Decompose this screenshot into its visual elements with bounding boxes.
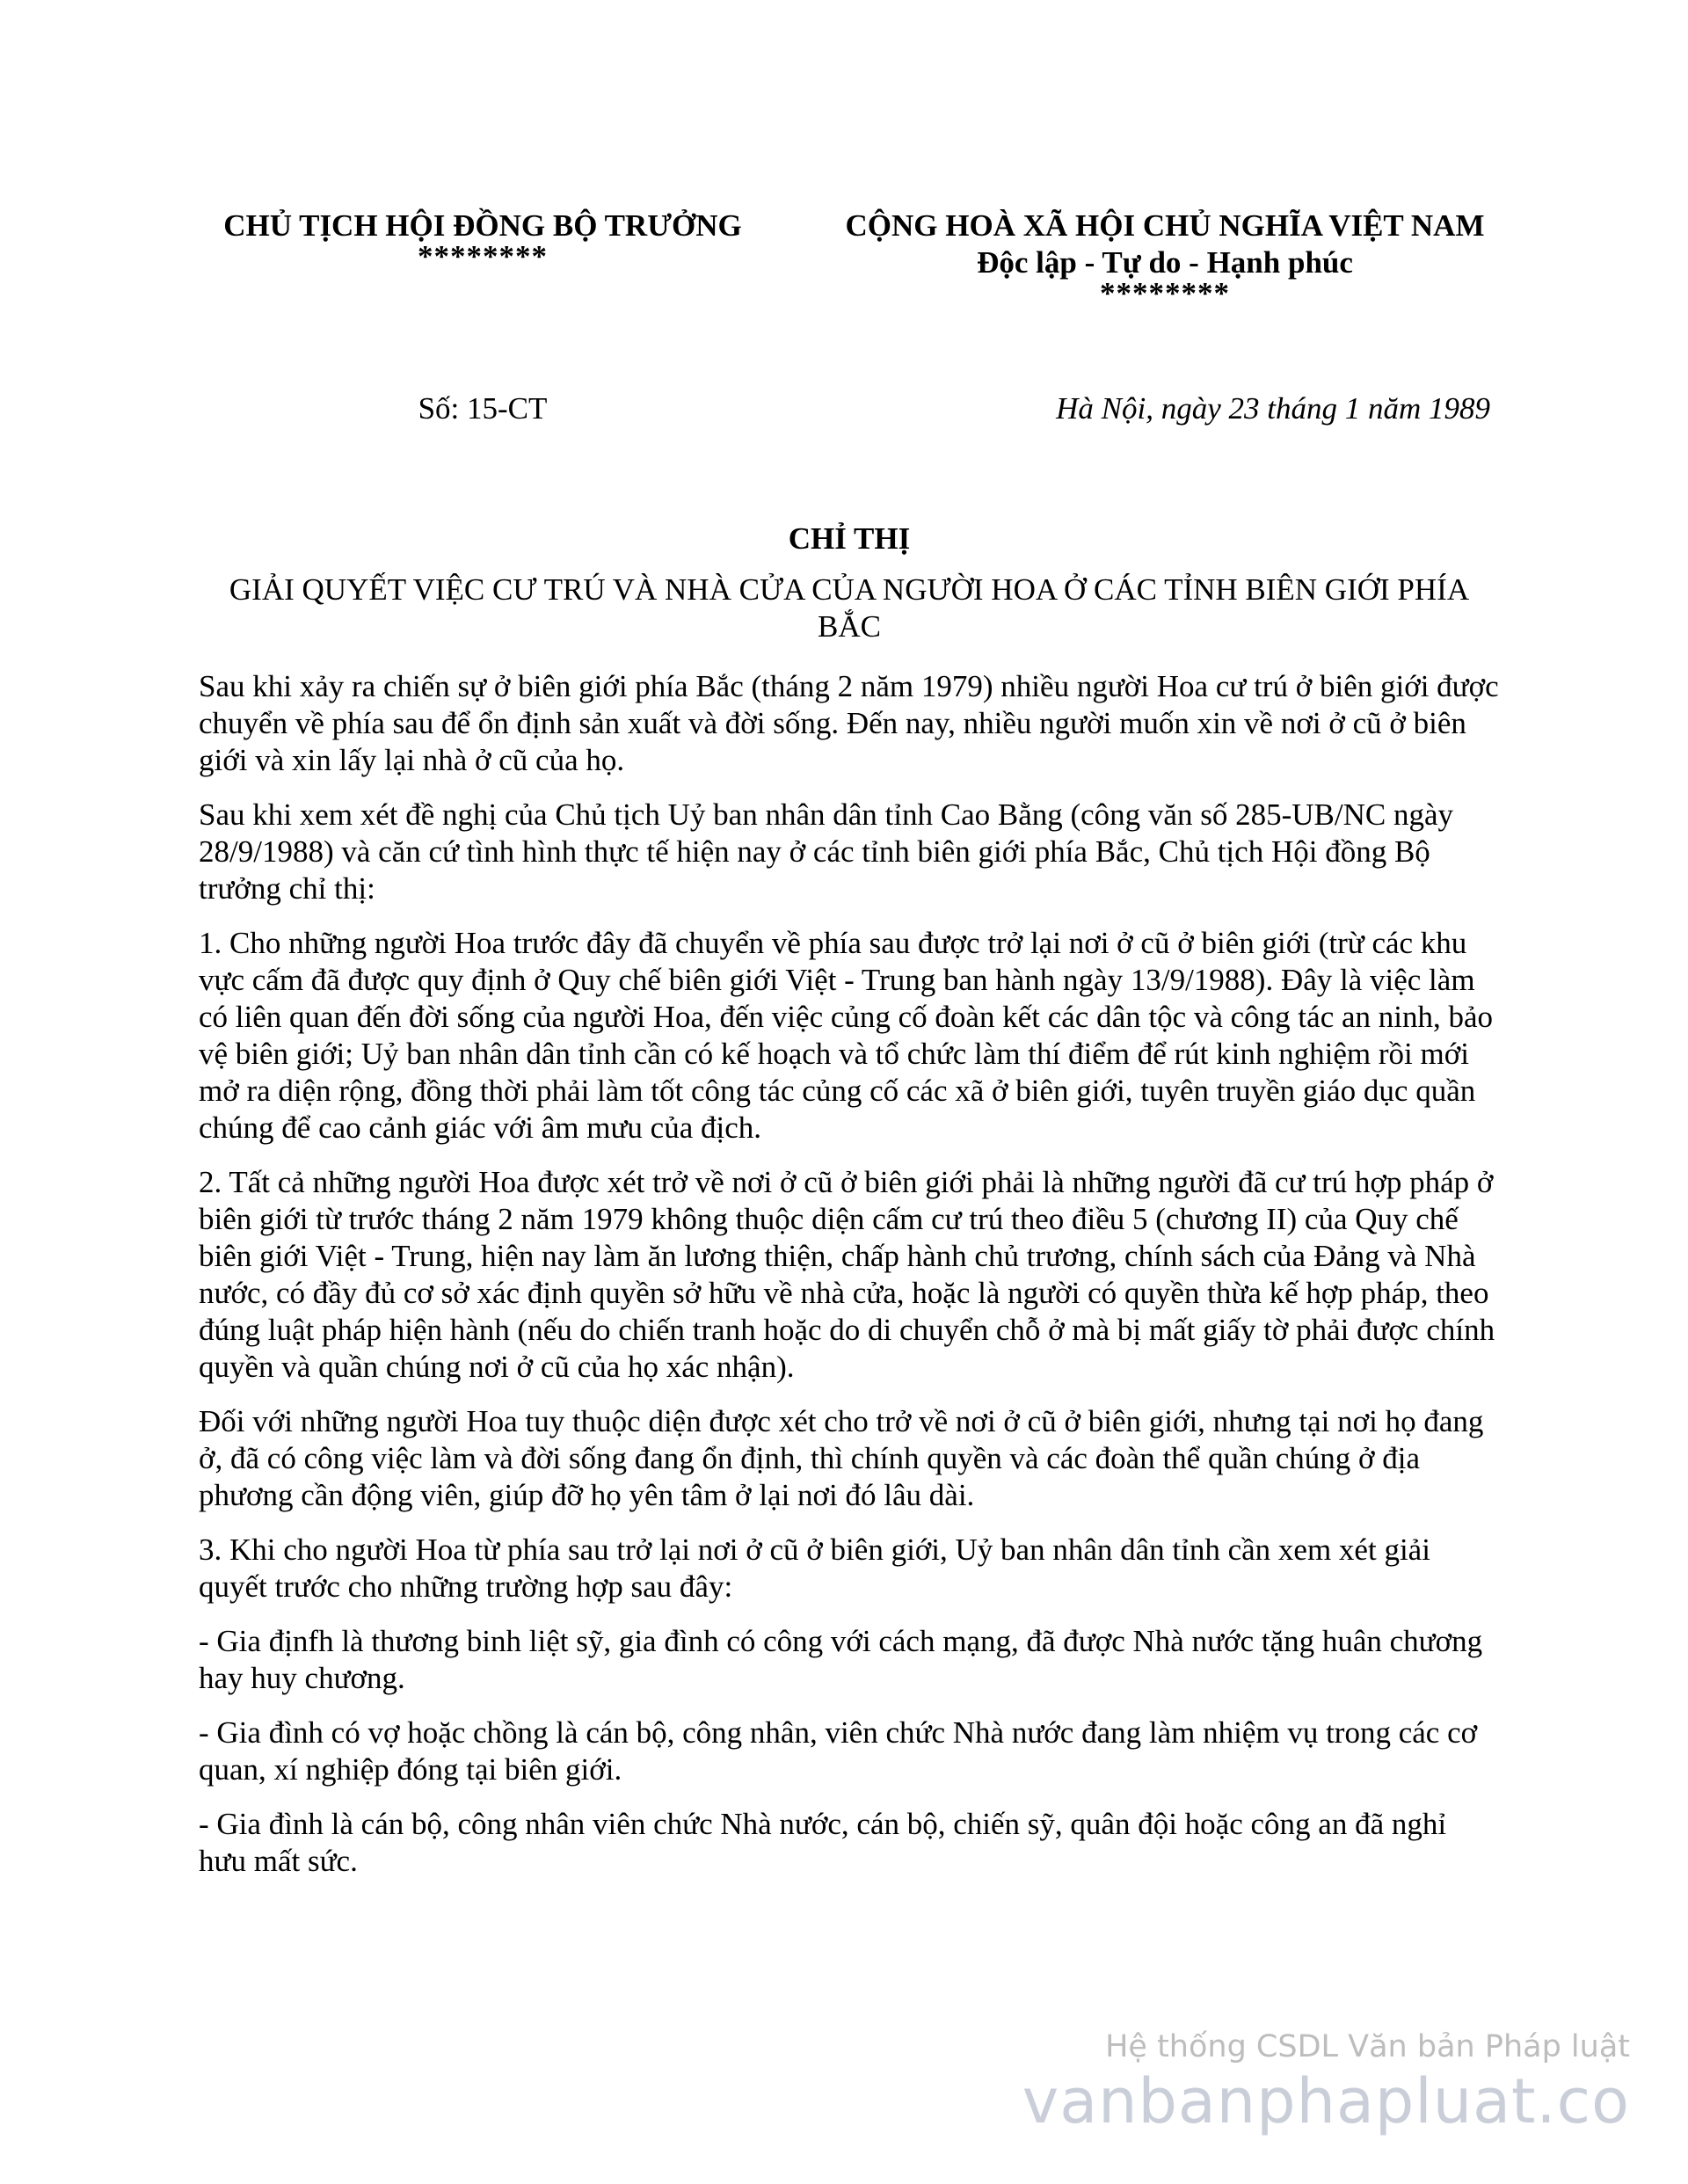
nation-name: CỘNG HOÀ XÃ HỘI CHỦ NGHĨA VIỆT NAM xyxy=(845,208,1485,243)
paragraph: 2. Tất cả những người Hoa được xét trở về nơi ở cũ ở biên giới phải là những người đã cư trú hợp pháp ở biên giới từ trước tháng 2 năm 1979 không thuộc diện cấm cư trú theo điều 5 (chương II) của Quy chế biên giới Việt - Trung, hiện nay làm ăn lương thiện, chấp hành chủ trương, chính sách của Đảng và Nhà nước, có đầy đủ cơ sở xác định quyền sở hữu về nhà cửa, hoặc là người có quyền thừa kế hợp pháp, theo đúng luật pháp hiện hành (nếu do chiến tranh hoặc do di chuyển chỗ ở mà bị mất giấy tờ phải được chính quyền và quần chúng nơi ở cũ của họ xác nhận). xyxy=(199,1165,1495,1384)
issuer-name: CHỦ TỊCH HỘI ĐỒNG BỘ TRƯỞNG xyxy=(223,208,742,243)
paragraph: 1. Cho những người Hoa trước đây đã chuyển về phía sau được trở lại nơi ở cũ ở biên giới (trừ các khu vực cấm đã được quy định ở Quy chế biên giới Việt - Trung ban hành ngày 13/9/1988). Đây là việc làm có liên quan đến đời sống của người Hoa, đến việc củng cố đoàn kết các dân tộc và công tác an ninh, bảo vệ biên giới; Uỷ ban nhân dân tỉnh cần có kế hoạch và tổ chức làm thí điểm để rút kinh nghiệm rồi mới mở ra diện rộng, đồng thời phải làm tốt công tác củng cố các xã ở biên giới, tuyên truyền giáo dục quần chúng để cao cảnh giác với âm mưu của địch. xyxy=(199,926,1494,1145)
paragraph: Sau khi xảy ra chiến sự ở biên giới phía Bắc (tháng 2 năm 1979) nhiều người Hoa cư trú ở biên giới được chuyển về phía sau để ổn định sản xuất và đời sống. Đến nay, nhiều người muốn xin về nơi ở cũ ở biên giới và xin lấy lại nhà ở cũ của họ. xyxy=(199,669,1499,777)
motto-stars: ******** xyxy=(1100,276,1230,310)
site-watermark xyxy=(1022,2027,1630,2137)
paragraph: Đối với những người Hoa tuy thuộc diện được xét cho trở về nơi ở cũ ở biên giới, nhưng tại nơi họ đang ở, đã có công việc làm và đời sống đang ổn định, thì chính quyền và các đoàn thể quần chúng ở địa phương cần động viên, giúp đỡ họ yên tâm ở lại nơi đó lâu dài. xyxy=(199,1404,1484,1512)
watermark-domain: vanbanphapluat.co xyxy=(1022,2065,1630,2137)
document-subject: GIẢI QUYẾT VIỆC CƯ TRÚ VÀ NHÀ CỬA CỦA NGƯỜI HOA Ở CÁC TỈNH BIÊN GIỚI PHÍA BẮC xyxy=(229,572,1470,644)
national-motto: Độc lập - Tự do - Hạnh phúc xyxy=(977,245,1353,280)
paragraph: Sau khi xem xét đề nghị của Chủ tịch Uỷ ban nhân dân tỉnh Cao Bằng (công văn số 285-UB/NC ngày 28/9/1988) và căn cứ tình hình thực tế hiện nay ở các tỉnh biên giới phía Bắc, Chủ tịch Hội đồng Bộ trưởng chỉ thị: xyxy=(199,797,1453,906)
paragraph: - Gia đình có vợ hoặc chồng là cán bộ, công nhân, viên chức Nhà nước đang làm nhiệm vụ trong các cơ quan, xí nghiệp đóng tại biên giới. xyxy=(199,1715,1478,1787)
national-header-block xyxy=(826,207,1503,310)
paragraph: - Gia địnfh là thương binh liệt sỹ, gia đình có công với cách mạng, đã được Nhà nước tặng huân chương hay huy chương. xyxy=(199,1624,1483,1695)
document-type-title: CHỈ THỊ xyxy=(788,521,911,556)
paragraph: - Gia đình là cán bộ, công nhân viên chức Nhà nước, cán bộ, chiến sỹ, quân đội hoặc công an đã nghỉ hưu mất sức. xyxy=(199,1807,1447,1878)
issuer-block xyxy=(199,207,767,273)
document-body xyxy=(199,668,1500,1897)
issuer-stars: ******** xyxy=(418,239,548,273)
watermark-system-name: Hệ thống CSDL Văn bản Pháp luật xyxy=(1105,2029,1630,2064)
place-date: Hà Nội, ngày 23 tháng 1 năm 1989 xyxy=(1056,391,1490,426)
paragraph: 3. Khi cho người Hoa từ phía sau trở lại nơi ở cũ ở biên giới, Uỷ ban nhân dân tỉnh cần xem xét giải quyết trước cho những trường hợp sau đây: xyxy=(199,1532,1430,1604)
document-number: Số: 15-CT xyxy=(418,391,548,426)
